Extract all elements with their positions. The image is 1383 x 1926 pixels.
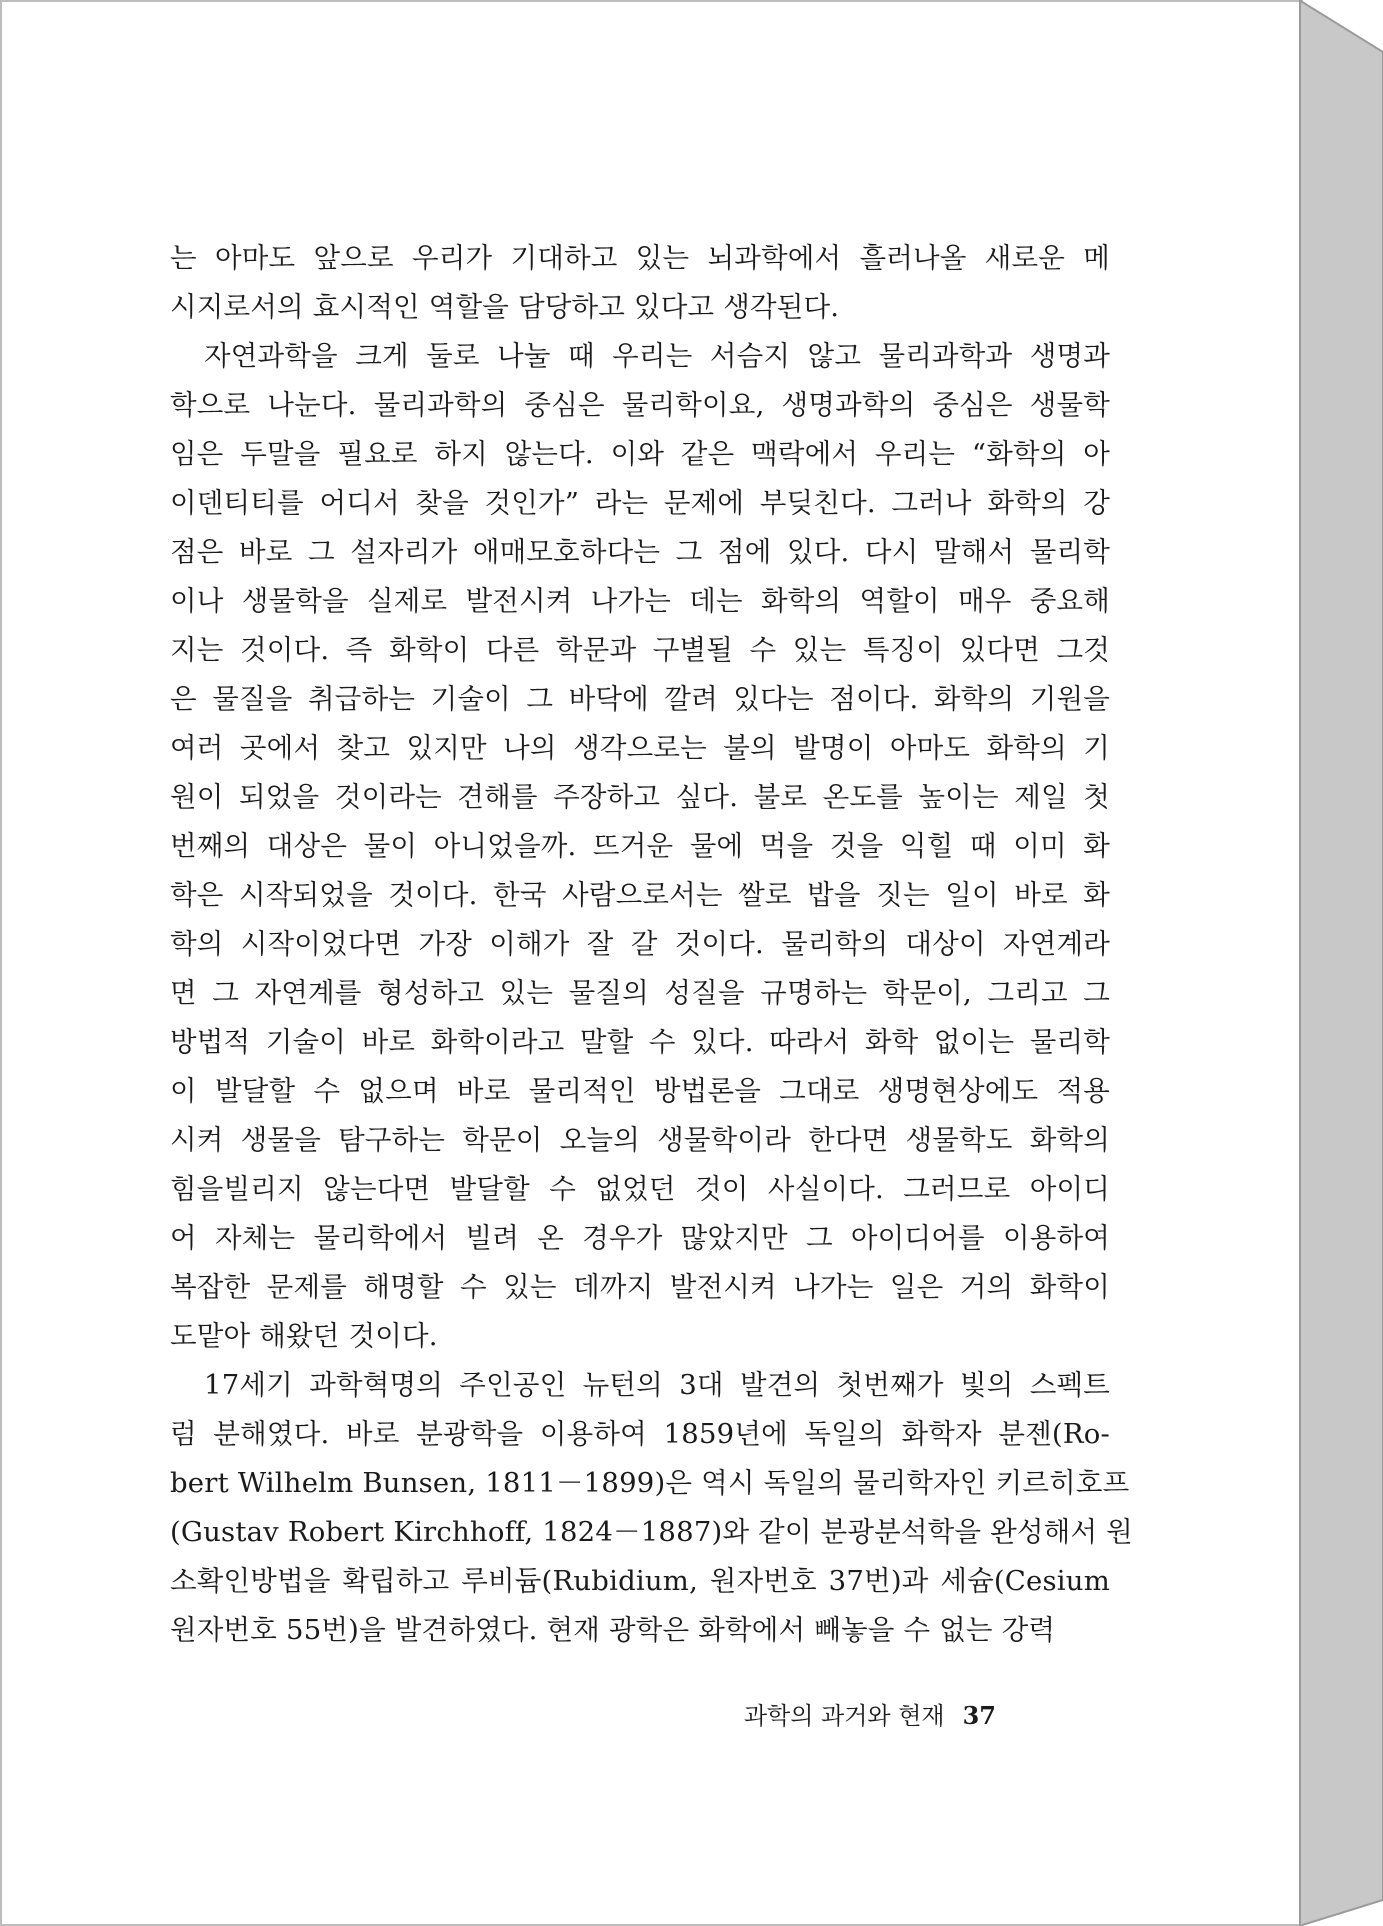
text-line: 이 발달할 수 없으며 바로 물리적인 방법론을 그대로 생명현상에도 적용 — [170, 1075, 1110, 1107]
text-line: 럼 분해였다. 바로 분광학을 이용하여 1859년에 독일의 화학자 분젠(Ro- — [170, 1418, 1110, 1450]
text-line: 점은 바로 그 설자리가 애매모호하다는 그 점에 있다. 다시 말해서 물리학 — [170, 536, 1110, 568]
text-line: 도맡아 해왔던 것이다. — [170, 1320, 438, 1352]
text-line: 학으로 나눈다. 물리과학의 중심은 물리학이요, 생명과학의 중심은 생물학 — [170, 389, 1110, 421]
text-line: 이나 생물학을 실제로 발전시켜 나가는 데는 화학의 역할이 매우 중요해 — [170, 585, 1110, 617]
text-line: 학의 시작이었다면 가장 이해가 잘 갈 것이다. 물리학의 대상이 자연계라 — [170, 928, 1110, 960]
text-line: 는 아마도 앞으로 우리가 기대하고 있는 뇌과학에서 흘러나올 새로운 메 — [170, 242, 1110, 274]
text-line: 힘을빌리지 않는다면 발달할 수 없었던 것이 사실이다. 그러므로 아이디 — [170, 1173, 1110, 1205]
text-line: 복잡한 문제를 해명할 수 있는 데까지 발전시켜 나가는 일은 거의 화학이 — [170, 1271, 1110, 1303]
text-line: 시지로서의 효시적인 역할을 담당하고 있다고 생각된다. — [170, 291, 840, 323]
text-line: 17세기 과학혁명의 주인공인 뉴턴의 3대 발견의 첫번째가 빛의 스펙트 — [204, 1369, 1110, 1401]
text-line: 지는 것이다. 즉 화학이 다른 학문과 구별될 수 있는 특징이 있다면 그것 — [170, 634, 1110, 666]
text-line: 원이 되었을 것이라는 견해를 주장하고 싶다. 불로 온도를 높이는 제일 첫 — [170, 781, 1110, 813]
text-line: bert Wilhelm Bunsen, 1811－1899)은 역시 독일의 물리학자인 키르히호프 — [170, 1467, 1130, 1499]
text-line: 원자번호 55번)을 발견하였다. 현재 광학은 화학에서 빼놓을 수 없는 강력 — [170, 1614, 1056, 1646]
text-line: 어 자체는 물리학에서 빌려 온 경우가 많았지만 그 아이디어를 이용하여 — [170, 1222, 1110, 1254]
text-line: 소확인방법을 확립하고 루비듐(Rubidium, 원자번호 37번)과 세슘(Cesium — [170, 1565, 1110, 1597]
text-line: 학은 시작되었을 것이다. 한국 사람으로서는 쌀로 밥을 짓는 일이 바로 화 — [170, 879, 1110, 911]
text-line: 자연과학을 크게 둘로 나눌 때 우리는 서슴지 않고 물리과학과 생명과 — [204, 340, 1110, 372]
text-line: 이덴티티를 어디서 찾을 것인가” 라는 문제에 부딪친다. 그러나 화학의 강 — [170, 487, 1110, 519]
page-number: 37 — [962, 1701, 996, 1730]
book-spine — [1299, 0, 1383, 1926]
text-line: 임은 두말을 필요로 하지 않는다. 이와 같은 맥락에서 우리는 “화학의 아 — [170, 438, 1110, 470]
spine-face — [1299, 0, 1383, 1926]
text-line: 은 물질을 취급하는 기술이 그 바닥에 깔려 있다는 점이다. 화학의 기원을 — [170, 683, 1110, 715]
text-line: 여러 곳에서 찾고 있지만 나의 생각으로는 불의 발명이 아마도 화학의 기 — [170, 732, 1110, 764]
running-title: 과학의 과거와 현재 — [743, 1702, 945, 1730]
text-line: 면 그 자연계를 형성하고 있는 물질의 성질을 규명하는 학문이, 그리고 그 — [170, 977, 1110, 1009]
page-footer — [744, 1696, 996, 1731]
text-line: (Gustav Robert Kirchhoff, 1824－1887)와 같이 분광분석학을 완성해서 원 — [170, 1516, 1133, 1548]
text-line: 방법적 기술이 바로 화학이라고 말할 수 있다. 따라서 화학 없이는 물리학 — [170, 1026, 1110, 1058]
page-body-text — [170, 234, 1133, 1655]
text-line: 시켜 생물을 탐구하는 학문이 오늘의 생물학이라 한다면 생물학도 화학의 — [170, 1124, 1110, 1156]
text-line: 번째의 대상은 물이 아니었을까. 뜨거운 물에 먹을 것을 익힐 때 이미 화 — [170, 830, 1110, 862]
